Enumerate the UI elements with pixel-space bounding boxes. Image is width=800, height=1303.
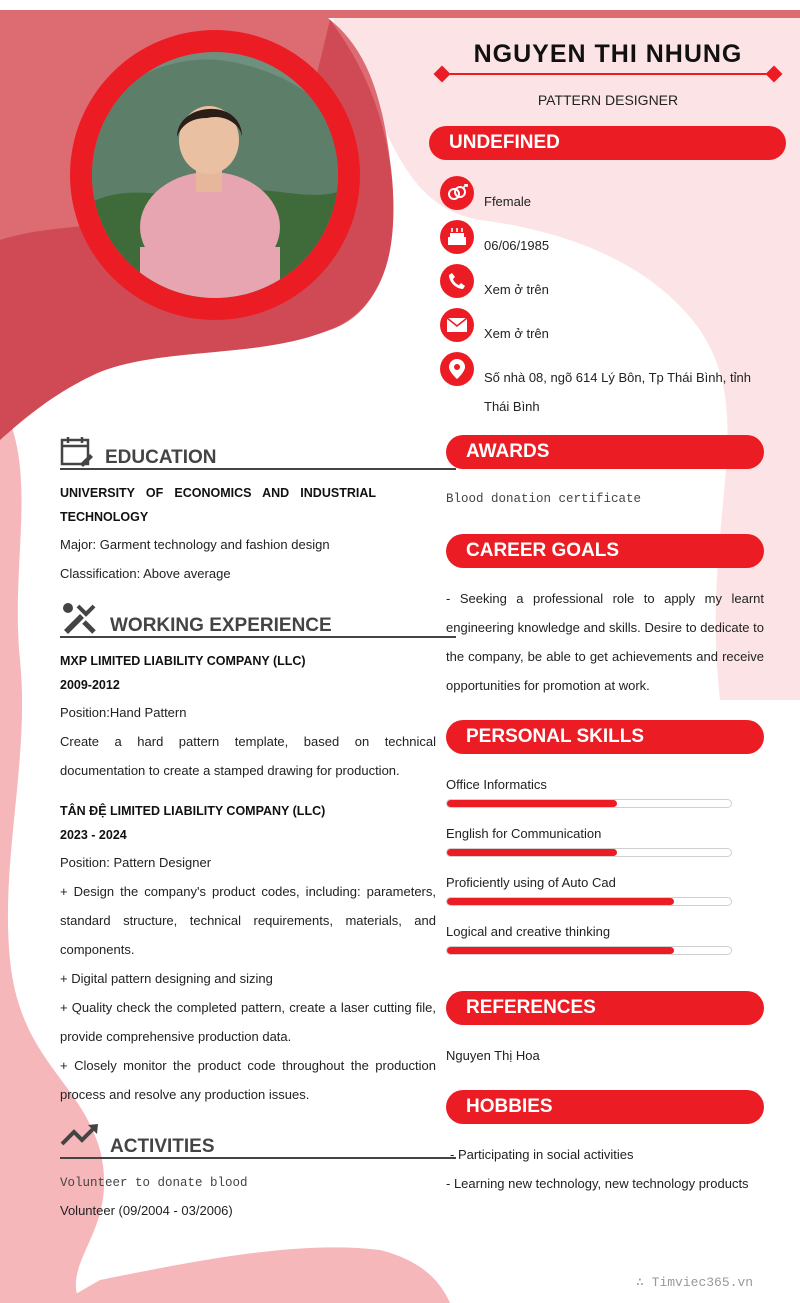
education-major: Major: Garment technology and fashion design xyxy=(60,537,330,552)
hobbies-heading: HOBBIES xyxy=(446,1090,764,1124)
awards-heading: AWARDS xyxy=(446,435,764,469)
skill-bar-fill xyxy=(447,800,617,807)
education-classification: Classification: Above average xyxy=(60,566,231,581)
skill-bar xyxy=(446,848,732,857)
job1-description: Create a hard pattern template, based on technical documentation to create a stamped drawing for production. xyxy=(60,734,436,778)
reference-name: Nguyen Thị Hoa xyxy=(446,1048,540,1063)
skill-bar-fill xyxy=(447,947,674,954)
birthday-cake-icon xyxy=(440,220,474,254)
job1-position: Position:Hand Pattern xyxy=(60,705,187,720)
activities-heading: ACTIVITIES xyxy=(110,1136,215,1157)
email-icon xyxy=(440,308,474,342)
skill-name: Logical and creative thinking xyxy=(446,924,611,939)
skill-bar-fill xyxy=(447,849,617,856)
hobby-item-2: - Learning new technology, new technology products xyxy=(446,1176,749,1191)
trend-up-icon xyxy=(60,1122,100,1153)
career-goals-text: - Seeking a professional role to apply my learnt engineering knowledge and skills. Desire to dedicate to the company, be able to get achievements and receive opportunities for promotion at work. xyxy=(446,591,764,693)
candidate-name: NGUYEN THI NHUNG xyxy=(473,40,743,68)
skill-bar xyxy=(446,897,732,906)
job2-period: 2023 - 2024 xyxy=(60,828,127,842)
hobby-item-1: - Participating in social activities xyxy=(450,1147,634,1162)
watermark xyxy=(636,1275,753,1290)
email-value: Xem ở trên xyxy=(484,326,549,341)
job-title: PATTERN DESIGNER xyxy=(537,92,679,108)
school-name-line1: UNIVERSITY OF ECONOMICS AND INDUSTRIAL xyxy=(60,486,376,500)
gender-icon xyxy=(440,176,474,210)
location-pin-icon xyxy=(440,352,474,386)
activity-period: Volunteer (09/2004 - 03/2006) xyxy=(60,1203,233,1218)
watermark-text: Timviec365.vn xyxy=(651,1275,754,1290)
tools-icon xyxy=(60,602,98,639)
skill-bar xyxy=(446,946,732,955)
activities-divider xyxy=(60,1157,456,1159)
gender-value: Ffemale xyxy=(484,194,531,209)
job2-description-3: + Quality check the completed pattern, create a laser cutting file, provide comprehensive production data. xyxy=(60,1000,436,1044)
job2-company: TÂN ĐỆ LIMITED LIABILITY COMPANY (LLC) xyxy=(60,804,326,818)
job2-description-2: + Digital pattern designing and sizing xyxy=(60,971,273,986)
birthday-value: 06/06/1985 xyxy=(484,238,550,253)
experience-heading: WORKING EXPERIENCE xyxy=(110,615,332,636)
job2-position: Position: Pattern Designer xyxy=(60,855,212,870)
skill-bar-fill xyxy=(447,898,674,905)
school-name-line2: TECHNOLOGY xyxy=(60,510,149,524)
education-heading: EDUCATION xyxy=(105,447,217,468)
skill-name: Office Informatics xyxy=(446,777,547,792)
phone-icon xyxy=(440,264,474,298)
job1-company: MXP LIMITED LIABILITY COMPANY (LLC) xyxy=(60,654,306,668)
skills-heading: PERSONAL SKILLS xyxy=(446,720,764,754)
experience-divider xyxy=(60,636,456,638)
contact-heading: UNDEFINED xyxy=(429,126,786,160)
name-divider xyxy=(440,73,776,75)
education-divider xyxy=(60,468,456,470)
watermark-dots-icon: ∴ xyxy=(636,1275,652,1290)
address-value-line2: Thái Bình xyxy=(484,399,540,414)
award-item: Blood donation certificate xyxy=(446,492,642,506)
avatar xyxy=(92,52,338,298)
job1-period: 2009-2012 xyxy=(60,678,120,692)
job2-description-1: + Design the company's product codes, including: parameters, standard structure, technical requirements, materials, and components. xyxy=(60,884,436,957)
skill-name: Proficiently using of Auto Cad xyxy=(446,875,616,890)
references-heading: REFERENCES xyxy=(446,991,764,1025)
phone-value: Xem ở trên xyxy=(484,282,549,297)
job2-description-4: + Closely monitor the product code throughout the production process and resolve any production issues. xyxy=(60,1058,436,1102)
address-value-line1: Số nhà 08, ngõ 614 Lý Bôn, Tp Thái Bình, tỉnh xyxy=(484,370,751,385)
skill-bar xyxy=(446,799,732,808)
skill-name: English for Communication xyxy=(446,826,602,841)
activity-item: Volunteer to donate blood xyxy=(60,1176,248,1190)
career-goals-heading: CAREER GOALS xyxy=(446,534,764,568)
